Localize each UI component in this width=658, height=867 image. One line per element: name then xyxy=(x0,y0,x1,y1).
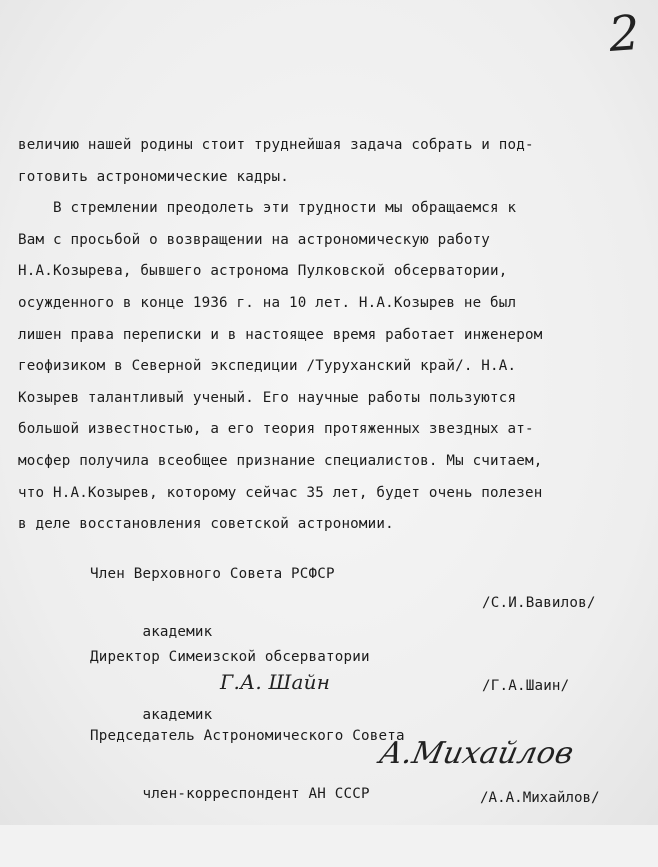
text-line: готовить астрономические кадры. xyxy=(18,168,289,185)
text-line: что Н.А.Козырев, которому сейчас 35 лет, будет очень полезен xyxy=(18,484,543,501)
page-number: 2 xyxy=(607,5,642,63)
text-line: лишен права переписки и в настоящее время работает инженером xyxy=(18,326,543,343)
text-line: мосфер получила всеобщее признание специалистов. Мы считаем, xyxy=(18,452,543,469)
text-line: Вам с просьбой о возвращении на астрономическую работу xyxy=(18,231,491,248)
text-line: в деле восстановления советской астрономии. xyxy=(18,516,394,533)
signatory-rank: академик xyxy=(142,707,213,723)
signatory-rank-row xyxy=(90,670,650,723)
signatory-name: /С.И.Вавилов/ xyxy=(482,595,596,611)
signatory-title: Председатель Астрономического Совета xyxy=(90,728,405,744)
handwritten-signature: А.Михайлов xyxy=(376,736,577,771)
letter-body xyxy=(18,130,650,541)
text-line: геофизиком в Северной экспедиции /Туруханский край/. Н.А. xyxy=(18,358,517,375)
signatory-shain xyxy=(90,643,650,723)
signatory-title: Член Верховного Совета РСФСР xyxy=(90,566,335,582)
text-line: В стремлении преодолеть эти трудности мы обращаемся к xyxy=(18,200,517,217)
text-line: осужденного в конце 1936 г. на 10 лет. Н.А.Козырев не был xyxy=(18,294,517,311)
text-line: большой известностью, а его теория протяженных звездных ат- xyxy=(18,421,534,438)
text-line: величию нашей родины стоит труднейшая задача собрать и под- xyxy=(18,137,534,153)
signatory-vavilov xyxy=(90,560,650,640)
handwritten-signature: Г.А. Шайн xyxy=(220,670,331,694)
signatory-title: Директор Симеизской обсерватории xyxy=(90,649,370,665)
text-line: Козырев талантливый ученый. Его научные работы пользуются xyxy=(18,389,517,406)
signatory-rank-row xyxy=(90,589,650,640)
signatory-name: /А.А.Михайлов/ xyxy=(480,790,600,806)
text-line: Н.А.Козырева, бывшего астронома Пулковской обсерватории, xyxy=(18,263,508,280)
signatory-rank: академик xyxy=(142,624,213,640)
signatory-rank: член-корреспондент АН СССР xyxy=(142,786,370,802)
signatory-name: /Г.А.Шаин/ xyxy=(482,678,570,694)
